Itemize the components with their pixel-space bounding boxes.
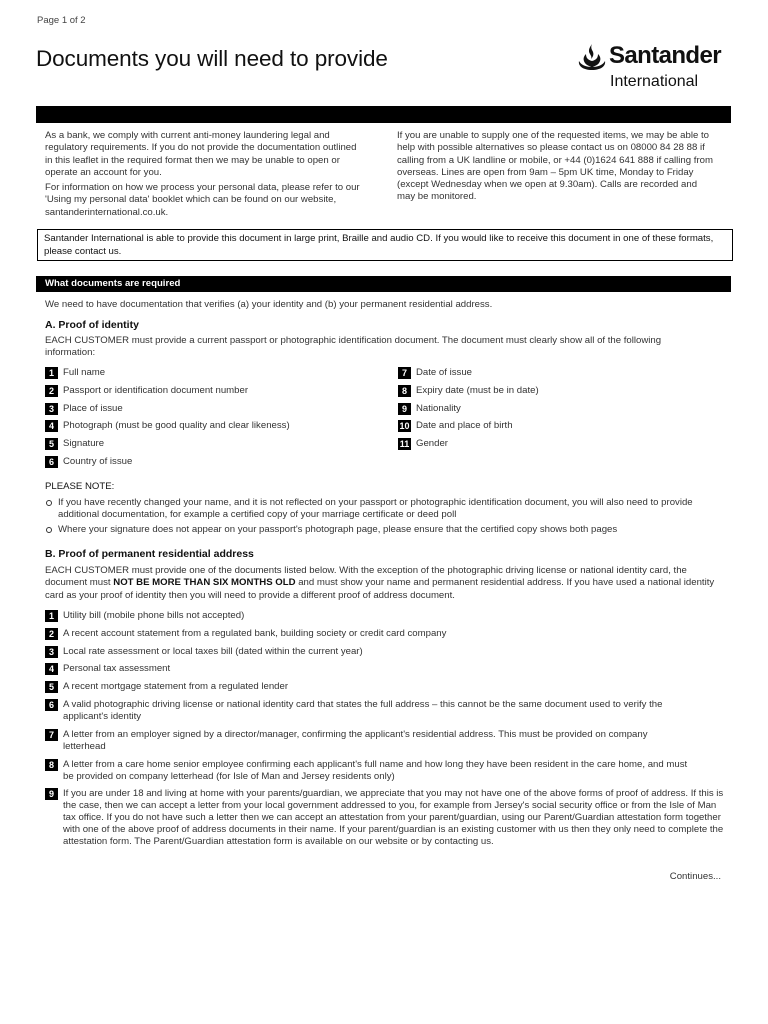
section-intro: We need to have documentation that verifies (a) your identity and (b) your permanent residential address. bbox=[45, 299, 493, 310]
list-item: 9 Nationality bbox=[398, 403, 718, 415]
intro-right-column bbox=[397, 130, 717, 207]
list-item: 6 A valid photographic driving license or national identity card that states the full address – this cannot be the same document used to verify the applicant's identity bbox=[45, 699, 725, 723]
page-number: Page 1 of 2 bbox=[37, 15, 86, 26]
intro-paragraph-privacy: For information on how we process your personal data, please refer to our 'Using my personal data' booklet which can be found on our website, santanderinternational.co.uk. bbox=[45, 182, 360, 218]
santander-logo bbox=[576, 40, 736, 96]
section-header: What documents are required bbox=[36, 276, 731, 292]
address-description: EACH CUSTOMER must provide one of the documents listed below. With the exception of the photographic driving license or national identity card, the document must NOT BE MORE THAN SIX MONTHS OLD and must show your name and permanent residential address. If you have used a national identity card as your proof of identity then you will need to provide a different proof of address document. bbox=[45, 565, 715, 601]
identity-list-left bbox=[45, 367, 385, 474]
list-item: 2 Passport or identification document number bbox=[45, 385, 385, 397]
contact-paragraph: If you are unable to supply one of the requested items, we may be able to help with possible alternatives so please contact us on 08000 84 28 88 if calling from a UK landline or mobile, or +44 (0)1624 641 888 if calling from overseas. Lines are open from 9am – 5pm UK time, Monday to Friday (except Wednesday when we open at 9.30am). Calls are recorded and may be monitored. bbox=[397, 130, 713, 203]
list-item: 4 Personal tax assessment bbox=[45, 663, 725, 675]
identity-list-right bbox=[398, 367, 718, 456]
note-list bbox=[45, 497, 715, 538]
logo-name: Santander bbox=[609, 42, 721, 69]
intro-paragraph: As a bank, we comply with current anti-money laundering legal and regulatory requirements. If you do not provide the documentation outlined in this leaflet in the required format then we may be unable to open or operate an account for you. bbox=[45, 130, 357, 178]
list-item: 1 Utility bill (mobile phone bills not accepted) bbox=[45, 610, 725, 622]
address-heading: B. Proof of permanent residential address bbox=[45, 548, 254, 560]
list-item: 11 Gender bbox=[399, 438, 448, 450]
note-item: Where your signature does not appear on your passport's photograph page, please ensure that the certified copy shows both pages bbox=[45, 524, 715, 536]
list-item: 8 Expiry date (must be in date) bbox=[398, 385, 718, 397]
identity-description: EACH CUSTOMER must provide a current passport or photographic identification document. The document must clearly show all of the following information: bbox=[45, 335, 662, 359]
address-list bbox=[45, 610, 725, 854]
accessibility-notice: Santander International is able to provide this document in large print, Braille and audio CD. If you would like to receive this document in one of these formats, please contact us. bbox=[37, 229, 733, 261]
list-item: 5 Signature bbox=[45, 438, 385, 450]
flame-icon bbox=[576, 42, 608, 74]
continues-label: Continues... bbox=[669, 871, 721, 882]
list-item: 3 Place of issue bbox=[45, 403, 385, 415]
header-rule bbox=[36, 106, 731, 123]
list-item: 7 A letter from an employer signed by a director/manager, confirming the applicant's residential address. This must be provided on company letterhead bbox=[45, 729, 725, 753]
intro-left-column bbox=[45, 130, 365, 222]
page-title: Documents you will need to provide bbox=[36, 46, 388, 71]
list-item: 10 Date and place of birth bbox=[399, 420, 513, 432]
list-item: 6 Country of issue bbox=[45, 456, 385, 468]
logo-subtitle: International bbox=[610, 73, 699, 90]
six-months-emphasis: NOT BE MORE THAN SIX MONTHS OLD bbox=[113, 577, 296, 589]
list-item: 5 A recent mortgage statement from a regulated lender bbox=[45, 681, 725, 693]
list-item: 7 Date of issue bbox=[398, 367, 718, 379]
list-item: 1 Full name bbox=[45, 367, 385, 379]
note-label: PLEASE NOTE: bbox=[45, 481, 115, 492]
list-item: 3 Local rate assessment or local taxes bill (dated within the current year) bbox=[45, 646, 725, 658]
list-item: 8 A letter from a care home senior employee confirming each applicant's full name and how long they have been resident in the care home, and must be provided on company letterhead (for Isle of Man and Jersey residents only) bbox=[45, 759, 725, 783]
list-item: 2 A recent account statement from a regulated bank, building society or credit card company bbox=[45, 628, 725, 640]
identity-heading: A. Proof of identity bbox=[45, 319, 139, 331]
list-item: 9 If you are under 18 and living at home with your parents/guardian, we appreciate that you may not have one of the above forms of proof of address. If this is the case, then we can accept a letter from your local government addressed to you, for example from Jersey's social security office or from the Isle of Man tax office. If you do not have such a letter then we can accept an attestation from your parent/guardian, using our Parent/Guardian attestation form together with one of the above proof of address documents in their name. If your parent/guardian is an existing customer with us then they only need to complete the attestation form. The Parent/Guardian attestation form is available on our website or by contacting us. bbox=[45, 788, 725, 848]
note-item: If you have recently changed your name, and it is not reflected on your passport or photographic identification document, you will also need to provide additional documentation, for example a certified copy of your marriage certificate or deed poll bbox=[45, 497, 715, 522]
list-item: 4 Photograph (must be good quality and clear likeness) bbox=[45, 420, 385, 432]
